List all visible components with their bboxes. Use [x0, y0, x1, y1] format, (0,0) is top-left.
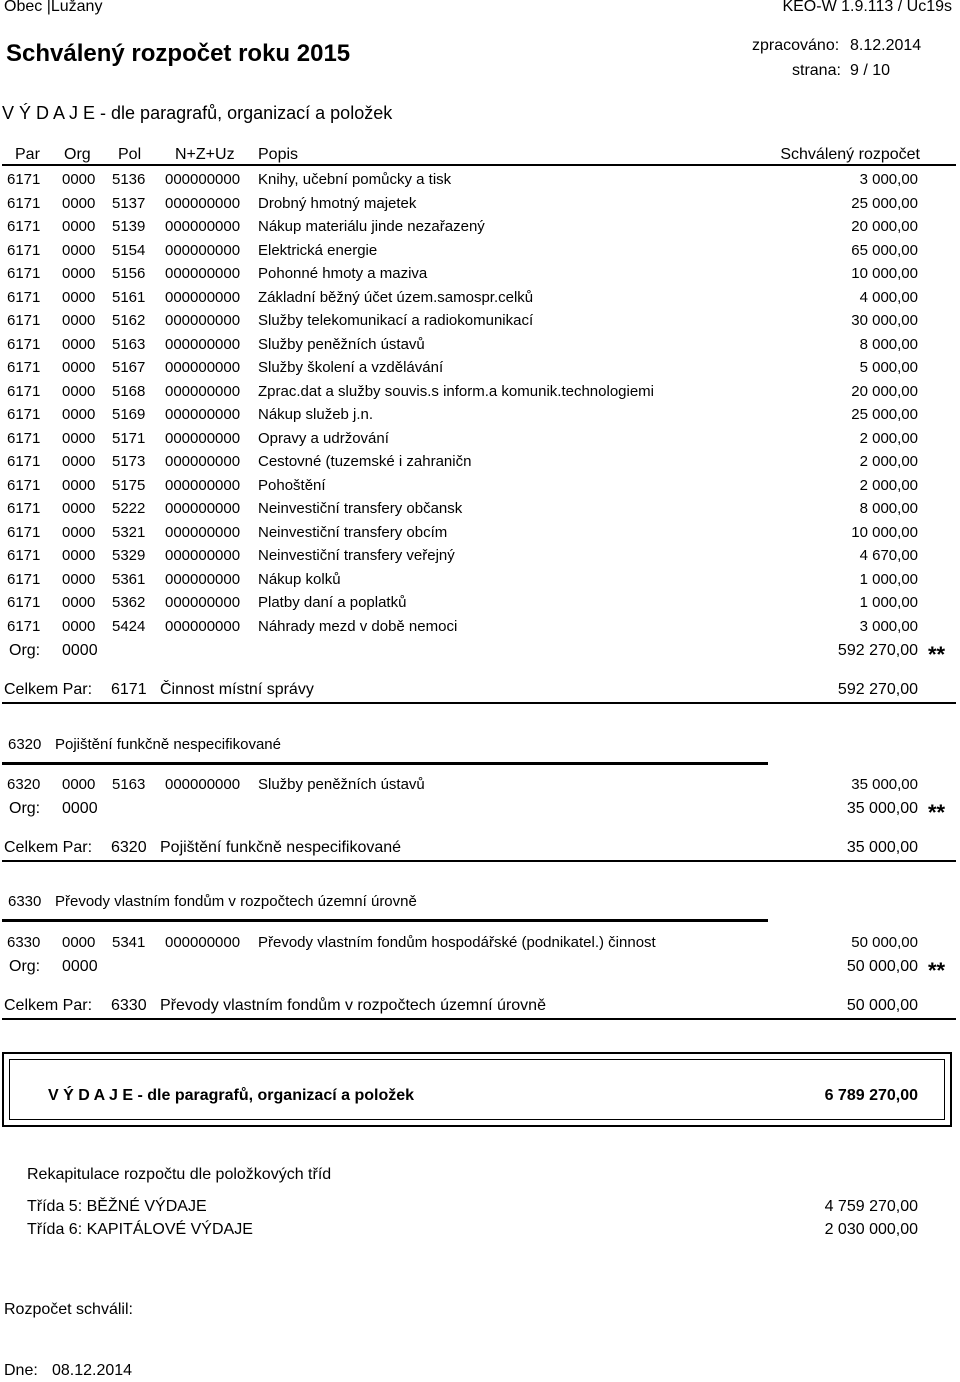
group-heading-name: Převody vlastním fondům v rozpočtech územní úrovně — [55, 893, 417, 910]
row-pol: 5139 — [112, 218, 146, 235]
row-org: 0000 — [62, 171, 96, 188]
row-amount: 8 000,00 — [859, 500, 918, 517]
row-pol: 5162 — [112, 312, 146, 329]
row-nzu: 000000000 — [165, 218, 241, 235]
celkem-par-total: 50 000,00 — [846, 997, 918, 1014]
row-popis: Služby peněžních ústavů — [258, 776, 425, 793]
row-nzu: 000000000 — [165, 477, 241, 494]
row-amount: 25 000,00 — [851, 406, 918, 423]
row-popis: Služby školení a vzdělávání — [258, 359, 444, 376]
row-org: 0000 — [62, 430, 96, 447]
org-label: Org: — [9, 958, 41, 975]
row-par: 6171 — [7, 171, 41, 188]
row-org: 0000 — [62, 406, 96, 423]
row-amount: 2 000,00 — [859, 453, 918, 470]
celkem-par-code: 6320 — [111, 839, 147, 856]
grand-total-box — [2, 1052, 952, 1127]
row-org: 0000 — [62, 524, 96, 541]
row-org: 0000 — [62, 500, 96, 517]
row-pol: 5161 — [112, 289, 146, 306]
row-pol: 5154 — [112, 242, 146, 259]
group-heading-code: 6330 — [8, 893, 42, 910]
row-nzu: 000000000 — [165, 618, 241, 635]
row-pol: 5136 — [112, 171, 146, 188]
row-par: 6171 — [7, 265, 41, 282]
row-org: 0000 — [62, 383, 96, 400]
row-pol: 5167 — [112, 359, 146, 376]
row-amount: 8 000,00 — [859, 336, 918, 353]
group-heading-name: Pojištění funkčně nespecifikované — [55, 736, 281, 753]
row-popis: Platby daní a poplatků — [258, 594, 407, 611]
row-amount: 3 000,00 — [859, 618, 918, 635]
row-amount: 4 670,00 — [859, 547, 918, 564]
row-amount: 1 000,00 — [859, 594, 918, 611]
row-par: 6171 — [7, 547, 41, 564]
org-code: 0000 — [62, 800, 98, 817]
celkem-label: Celkem Par: — [4, 997, 93, 1014]
row-nzu: 000000000 — [165, 265, 241, 282]
celkem-label: Celkem Par: — [4, 839, 93, 856]
row-par: 6171 — [7, 500, 41, 517]
celkem-par-total: 592 270,00 — [837, 681, 918, 698]
row-par: 6171 — [7, 195, 41, 212]
org-total: 592 270,00 — [837, 642, 918, 659]
row-amount: 35 000,00 — [851, 776, 918, 793]
row-par: 6171 — [7, 242, 41, 259]
org-total-stars: ** — [928, 958, 946, 983]
row-par: 6171 — [7, 477, 41, 494]
grand-total-inner-box — [9, 1059, 945, 1120]
row-popis: Neinvestiční transfery obcím — [258, 524, 448, 541]
row-nzu: 000000000 — [165, 571, 241, 588]
row-org: 0000 — [62, 547, 96, 564]
row-nzu: 000000000 — [165, 934, 241, 951]
row-par: 6171 — [7, 453, 41, 470]
row-pol: 5424 — [112, 618, 146, 635]
row-popis: Základní běžný účet územ.samospr.celků — [258, 289, 534, 306]
row-popis: Pohoštění — [258, 477, 326, 494]
row-nzu: 000000000 — [165, 312, 241, 329]
org-total: 35 000,00 — [846, 800, 918, 817]
celkem-par-code: 6330 — [111, 997, 147, 1014]
header-divider — [2, 164, 956, 166]
row-par: 6171 — [7, 359, 41, 376]
row-nzu: 000000000 — [165, 430, 241, 447]
row-amount: 10 000,00 — [851, 524, 918, 541]
row-par: 6171 — [7, 312, 41, 329]
row-org: 0000 — [62, 265, 96, 282]
row-popis: Zprac.dat a služby souvis.s inform.a komunik.technologiemi — [258, 383, 655, 400]
row-amount: 50 000,00 — [851, 934, 918, 951]
row-popis: Elektrická energie — [258, 242, 378, 259]
row-par: 6171 — [7, 383, 41, 400]
row-amount: 25 000,00 — [851, 195, 918, 212]
row-org: 0000 — [62, 618, 96, 635]
row-par: 6171 — [7, 336, 41, 353]
software-version: KEO-W 1.9.113 / Uc19s — [782, 0, 952, 15]
row-org: 0000 — [62, 195, 96, 212]
row-pol: 5341 — [112, 934, 146, 951]
row-nzu: 000000000 — [165, 594, 241, 611]
row-popis: Nákup služeb j.n. — [258, 406, 374, 423]
row-popis: Nákup kolků — [258, 571, 341, 588]
row-pol: 5175 — [112, 477, 146, 494]
row-par: 6171 — [7, 218, 41, 235]
row-nzu: 000000000 — [165, 289, 241, 306]
col-pol: Pol — [118, 146, 142, 163]
approved-by-label: Rozpočet schválil: — [4, 1301, 133, 1318]
row-popis: Knihy, učební pomůcky a tisk — [258, 171, 452, 188]
row-par: 6171 — [7, 524, 41, 541]
group-heading-code: 6320 — [8, 736, 42, 753]
row-pol: 5168 — [112, 383, 146, 400]
row-amount: 3 000,00 — [859, 171, 918, 188]
col-popis: Popis — [258, 146, 299, 163]
row-org: 0000 — [62, 289, 96, 306]
row-org: 0000 — [62, 312, 96, 329]
col-nzu: N+Z+Uz — [175, 146, 235, 163]
row-org: 0000 — [62, 359, 96, 376]
col-par: Par — [15, 146, 40, 163]
row-pol: 5362 — [112, 594, 146, 611]
row-popis: Opravy a udržování — [258, 430, 389, 447]
grand-total-amount: 6 789 270,00 — [824, 1087, 918, 1104]
row-nzu: 000000000 — [165, 336, 241, 353]
row-amount: 2 000,00 — [859, 430, 918, 447]
row-nzu: 000000000 — [165, 524, 241, 541]
row-org: 0000 — [62, 594, 96, 611]
row-org: 0000 — [62, 218, 96, 235]
row-popis: Drobný hmotný majetek — [258, 195, 417, 212]
row-popis: Převody vlastním fondům hospodářské (podnikatel.) činnost — [258, 934, 656, 951]
group-heading-underline — [2, 762, 768, 765]
grand-total-label: V Ý D A J E - dle paragrafů, organizací a položek — [48, 1087, 415, 1104]
row-amount: 20 000,00 — [851, 383, 918, 400]
celkem-divider — [2, 860, 956, 862]
row-popis: Neinvestiční transfery občansk — [258, 500, 463, 517]
celkem-par-name: Pojištění funkčně nespecifikované — [160, 839, 402, 856]
row-nzu: 000000000 — [165, 242, 241, 259]
row-org: 0000 — [62, 242, 96, 259]
org-code: 0000 — [62, 958, 98, 975]
org-total: 50 000,00 — [846, 958, 918, 975]
recap-title: Rekapitulace rozpočtu dle položkových tříd — [27, 1166, 332, 1183]
row-org: 0000 — [62, 336, 96, 353]
org-label: Org: — [9, 800, 41, 817]
group-heading-underline — [2, 919, 768, 922]
row-pol: 5321 — [112, 524, 146, 541]
row-par: 6171 — [7, 594, 41, 611]
row-amount: 10 000,00 — [851, 265, 918, 282]
row-org: 0000 — [62, 571, 96, 588]
org-total-stars: ** — [928, 800, 946, 825]
recap-class5-amount: 4 759 270,00 — [824, 1198, 918, 1215]
row-org: 0000 — [62, 776, 96, 793]
org-label: Org: — [9, 642, 41, 659]
recap-class6-amount: 2 030 000,00 — [824, 1221, 918, 1238]
row-pol: 5163 — [112, 776, 146, 793]
row-amount: 2 000,00 — [859, 477, 918, 494]
row-nzu: 000000000 — [165, 547, 241, 564]
row-popis: Cestovné (tuzemské i zahraničn — [258, 453, 472, 470]
row-pol: 5222 — [112, 500, 146, 517]
row-pol: 5329 — [112, 547, 146, 564]
row-par: 6171 — [7, 289, 41, 306]
row-pol: 5169 — [112, 406, 146, 423]
org-total-stars: ** — [928, 642, 946, 667]
col-amount: Schválený rozpočet — [780, 146, 920, 163]
row-nzu: 000000000 — [165, 383, 241, 400]
row-popis: Náhrady mezd v době nemoci — [258, 618, 458, 635]
row-amount: 4 000,00 — [859, 289, 918, 306]
row-nzu: 000000000 — [165, 406, 241, 423]
row-amount: 65 000,00 — [851, 242, 918, 259]
row-par: 6171 — [7, 618, 41, 635]
row-org: 0000 — [62, 453, 96, 470]
page-label: strana: — [792, 62, 841, 79]
row-nzu: 000000000 — [165, 359, 241, 376]
celkem-divider — [2, 702, 956, 704]
celkem-par-total: 35 000,00 — [846, 839, 918, 856]
row-popis: Pohonné hmoty a maziva — [258, 265, 428, 282]
celkem-par-name: Činnost místní správy — [160, 681, 314, 698]
row-par: 6171 — [7, 571, 41, 588]
row-pol: 5173 — [112, 453, 146, 470]
row-popis: Služby telekomunikací a radiokomunikací — [258, 312, 534, 329]
processed-label: zpracováno: — [752, 37, 840, 54]
row-amount: 30 000,00 — [851, 312, 918, 329]
col-org: Org — [64, 146, 91, 163]
row-par: 6171 — [7, 406, 41, 423]
celkem-par-code: 6171 — [111, 681, 147, 698]
page-number: 9 / 10 — [850, 62, 891, 79]
row-org: 0000 — [62, 477, 96, 494]
row-par: 6320 — [7, 776, 41, 793]
celkem-label: Celkem Par: — [4, 681, 93, 698]
date-value: 08.12.2014 — [52, 1362, 133, 1379]
row-popis: Neinvestiční transfery veřejný — [258, 547, 455, 564]
recap-class5-label: Třída 5: BĚŽNÉ VÝDAJE — [27, 1198, 207, 1215]
row-nzu: 000000000 — [165, 171, 241, 188]
recap-class6-label: Třída 6: KAPITÁLOVÉ VÝDAJE — [27, 1221, 253, 1238]
row-pol: 5361 — [112, 571, 146, 588]
row-popis: Nákup materiálu jinde nezařazený — [258, 218, 485, 235]
row-pol: 5137 — [112, 195, 146, 212]
row-par: 6330 — [7, 934, 41, 951]
processed-date: 8.12.2014 — [850, 37, 922, 54]
row-amount: 5 000,00 — [859, 359, 918, 376]
row-par: 6171 — [7, 430, 41, 447]
row-nzu: 000000000 — [165, 776, 241, 793]
organization-name: Obec |Lužany — [4, 0, 103, 15]
row-amount: 20 000,00 — [851, 218, 918, 235]
row-popis: Služby peněžních ústavů — [258, 336, 425, 353]
row-nzu: 000000000 — [165, 195, 241, 212]
row-pol: 5171 — [112, 430, 146, 447]
org-code: 0000 — [62, 642, 98, 659]
row-nzu: 000000000 — [165, 453, 241, 470]
row-pol: 5163 — [112, 336, 146, 353]
celkem-par-name: Převody vlastním fondům v rozpočtech územní úrovně — [160, 997, 546, 1014]
page-title: Schválený rozpočet roku 2015 — [6, 40, 351, 67]
row-pol: 5156 — [112, 265, 146, 282]
section-title: V Ý D A J E - dle paragrafů, organizací a položek — [2, 103, 393, 123]
date-label: Dne: — [4, 1362, 38, 1379]
row-amount: 1 000,00 — [859, 571, 918, 588]
celkem-divider — [2, 1018, 956, 1020]
row-org: 0000 — [62, 934, 96, 951]
row-nzu: 000000000 — [165, 500, 241, 517]
